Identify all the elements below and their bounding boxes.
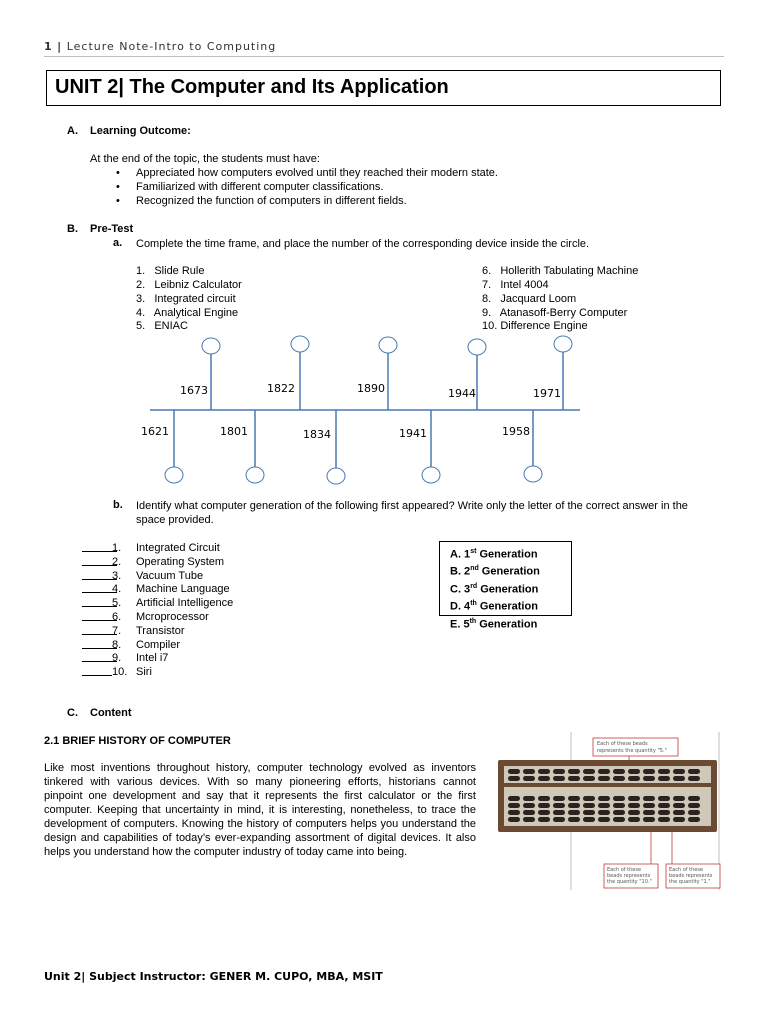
generation-option-d: D. 4th Generation: [450, 600, 538, 614]
timeline-diagram: [0, 0, 768, 500]
quiz-item-number: 2.: [112, 555, 122, 568]
quiz-item: [80, 610, 440, 624]
answer-circle-top-2: [291, 336, 309, 352]
section-c-letter: C.: [67, 707, 78, 719]
generation-key-box: [439, 541, 572, 631]
header-title: Lecture Note-Intro to Computing: [66, 40, 277, 53]
quiz-item: [80, 651, 440, 665]
section-c-heading: Content: [90, 707, 132, 719]
device-6: 6. Hollerith Tabulating Machine: [482, 265, 639, 277]
quiz-item-number: 5.: [112, 597, 122, 610]
generation-quiz-list: [80, 541, 440, 679]
quiz-item: [80, 569, 440, 583]
quiz-item: [80, 596, 440, 610]
answer-circle-top-3: [379, 337, 397, 353]
svg-text:the quantity "1.": the quantity "1.": [669, 879, 711, 885]
quiz-item-number: 1.: [112, 542, 122, 554]
abacus-figure: [494, 730, 726, 892]
section-b-heading: Pre-Test: [90, 223, 134, 235]
quiz-item: [80, 638, 440, 652]
answer-blank[interactable]: [82, 665, 112, 676]
quiz-item: [80, 582, 440, 596]
year-label-bottom-1: 1621: [141, 425, 169, 438]
year-label-top-1: 1673: [180, 384, 208, 397]
year-label-bottom-4: 1941: [399, 427, 427, 440]
quiz-item-number: 9.: [112, 652, 122, 665]
answer-circle-bottom-1: [165, 467, 183, 483]
part-a-instruction: Complete the time frame, and place the number of the corresponding device inside the circle.: [136, 238, 590, 250]
device-1: 1. Slide Rule: [136, 265, 205, 277]
quiz-item: [80, 624, 440, 638]
quiz-item-number: 8.: [112, 638, 122, 651]
page-header: 1 | Lecture Note-Intro to Computing: [44, 40, 277, 53]
page-number: 1: [44, 40, 53, 53]
quiz-item-text: Artificial Intelligence: [136, 597, 234, 610]
section-a-letter: A.: [67, 125, 78, 137]
generation-option-b: B. 2nd Generation: [450, 565, 540, 579]
answer-circle-top-5: [554, 336, 572, 352]
quiz-item-number: 7.: [112, 624, 122, 637]
quiz-item-text: Compiler: [136, 638, 181, 651]
quiz-item-text: Intel i7: [136, 652, 169, 665]
part-b-instruction-line2: space provided.: [136, 514, 214, 526]
quiz-item: [80, 541, 440, 555]
svg-text:beads represents: beads represents: [607, 873, 651, 879]
section-a-heading: Learning Outcome:: [90, 125, 191, 137]
answer-circle-bottom-3: [327, 468, 345, 484]
generation-option-a: A. 1st Generation: [450, 548, 538, 561]
quiz-item: [80, 665, 440, 679]
part-a-letter: a.: [113, 237, 123, 249]
device-5: 5. ENIAC: [136, 320, 188, 332]
svg-text:represents the quantity "5.": represents the quantity "5.": [597, 748, 667, 754]
quiz-item-number: 6.: [112, 610, 122, 623]
answer-circle-top-1: [202, 338, 220, 354]
quiz-item-text: Machine Language: [136, 583, 230, 596]
svg-text:Each of these beads: Each of these beads: [597, 741, 648, 747]
device-8: 8. Jacquard Loom: [482, 293, 577, 305]
svg-text:Each of these: Each of these: [669, 867, 704, 873]
section-b-letter: B.: [67, 223, 78, 235]
device-7: 7. Intel 4004: [482, 279, 549, 291]
answer-circle-bottom-5: [524, 466, 542, 482]
section-a-intro: At the end of the topic, the students must have:: [90, 153, 320, 165]
year-label-bottom-3: 1834: [303, 428, 331, 441]
svg-text:beads represents: beads represents: [669, 873, 713, 879]
answer-circle-bottom-4: [422, 467, 440, 483]
device-4: 4. Analytical Engine: [136, 307, 239, 319]
device-3: 3. Integrated circuit: [136, 293, 236, 305]
quiz-item-text: Operating System: [136, 555, 225, 568]
year-label-bottom-5: 1958: [502, 425, 530, 438]
history-paragraph: Like most inventions throughout history, computer technology evolved as inventors tinkered with various devices. With so many pioneering efforts, historians cannot pinpoint one development and say that it represents the first calculator or the first computer. Keeping that uncertainty in mind, it is interesting, nonetheless, to trace the development of computers. Knowing the history of computers helps you understand the design and capabilities of today’s ever-expanding assortment of digital devices. It also helps you understand how the computer industry of today came into being.: [44, 762, 476, 858]
quiz-item-text: Integrated Circuit: [136, 542, 220, 554]
part-b-instruction-line1: Identify what computer generation of the following first appeared? Write only the letter of the correct answer in the: [136, 500, 688, 512]
svg-text:the quantity "10.": the quantity "10.": [607, 879, 652, 885]
outcome-bullet-3: • Recognized the function of computers in different fields.: [136, 194, 407, 208]
generation-option-e: E. 5th Generation: [450, 617, 538, 631]
quiz-item-text: Mcroprocessor: [136, 610, 209, 623]
generation-option-c: C. 3rd Generation: [450, 582, 539, 596]
year-label-top-4: 1944: [448, 387, 476, 400]
year-label-top-2: 1822: [267, 382, 295, 395]
year-label-bottom-2: 1801: [220, 425, 248, 438]
year-label-top-3: 1890: [357, 382, 385, 395]
history-heading: 2.1 BRIEF HISTORY OF COMPUTER: [44, 735, 231, 747]
part-b-letter: b.: [113, 499, 123, 511]
quiz-item-text: Vacuum Tube: [136, 569, 204, 582]
outcome-bullet-2: • Familiarized with different computer classifications.: [136, 180, 383, 194]
quiz-item-number: 4.: [112, 583, 122, 596]
quiz-item-text: Siri: [136, 666, 152, 679]
answer-circle-bottom-2: [246, 467, 264, 483]
year-label-top-5: 1971: [533, 387, 561, 400]
page-footer: Unit 2| Subject Instructor: GENER M. CUPO, MBA, MSIT: [44, 970, 383, 983]
svg-text:Each of these: Each of these: [607, 867, 642, 873]
device-2: 2. Leibniz Calculator: [136, 279, 242, 291]
device-10: 10. Difference Engine: [482, 320, 588, 332]
outcome-bullet-1: • Appreciated how computers evolved until they reached their modern state.: [136, 166, 498, 180]
device-9: 9. Atanasoff-Berry Computer: [482, 307, 628, 319]
quiz-item-text: Transistor: [136, 624, 185, 637]
quiz-item: [80, 555, 440, 569]
quiz-item-number: 3.: [112, 569, 122, 582]
answer-circle-top-4: [468, 339, 486, 355]
unit-title: UNIT 2| The Computer and Its Application: [55, 76, 449, 98]
quiz-item-number: 10.: [112, 666, 128, 679]
